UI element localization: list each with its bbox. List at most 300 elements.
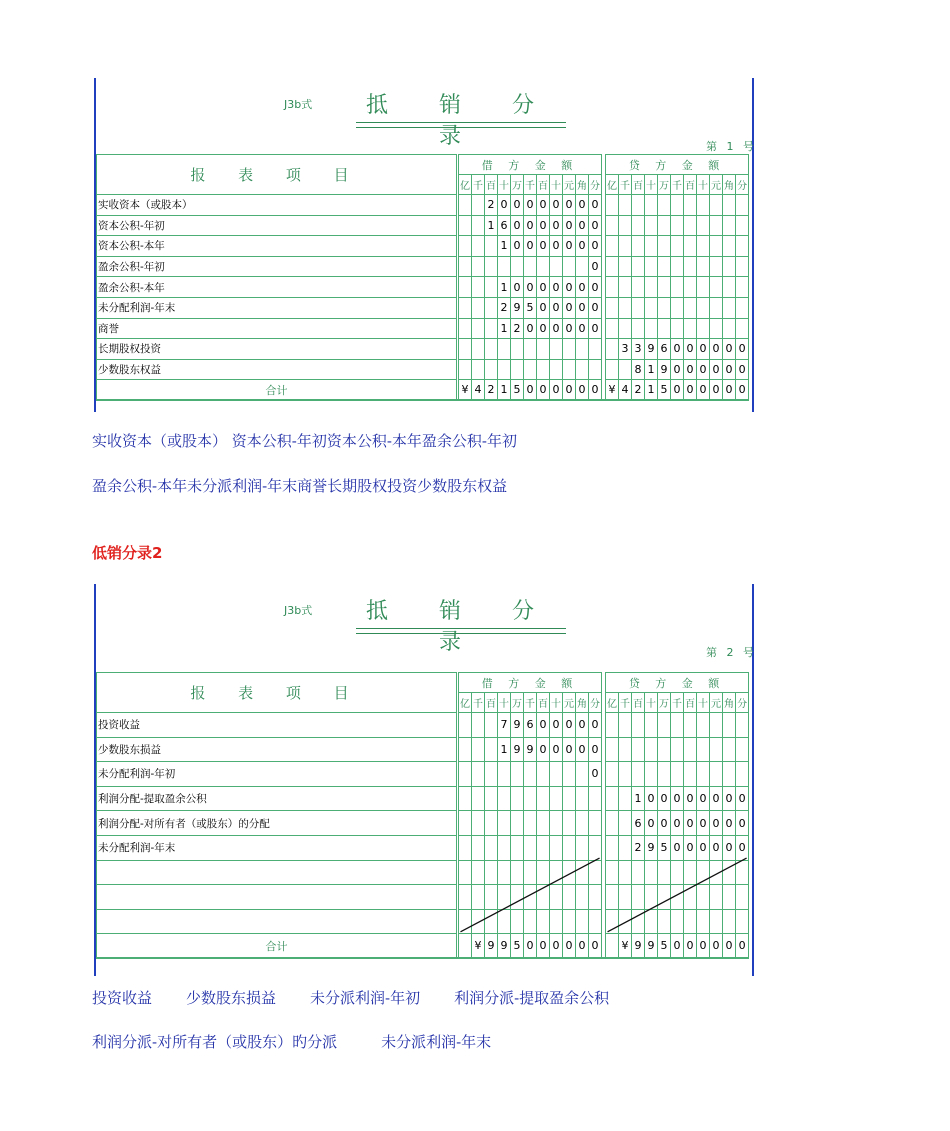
credit-digit: 0 xyxy=(645,811,658,836)
credit-digit xyxy=(697,236,710,257)
debit-digit: 0 xyxy=(524,215,537,236)
debit-digit xyxy=(485,909,498,934)
debit-digit: 0 xyxy=(563,236,576,257)
credit-unit-header: 十 xyxy=(645,175,658,195)
credit-unit-header: 万 xyxy=(658,175,671,195)
credit-digit: 0 xyxy=(736,359,749,380)
credit-digit: 0 xyxy=(684,835,697,860)
debit-digit xyxy=(472,885,485,910)
credit-digit: 0 xyxy=(697,811,710,836)
credit-digit xyxy=(736,909,749,934)
credit-digit xyxy=(619,885,632,910)
credit-digit: 8 xyxy=(632,359,645,380)
debit-digit xyxy=(537,811,550,836)
debit-digit xyxy=(537,909,550,934)
debit-digit xyxy=(550,885,563,910)
caption-1-line-2: 盈余公积-本年未分派利润-年末商誉长期股权投资少数股东权益 xyxy=(92,477,508,495)
credit-digit xyxy=(645,236,658,257)
debit-digit: 5 xyxy=(524,297,537,318)
debit-digit: 0 xyxy=(589,762,602,787)
total-credit-digit: 0 xyxy=(671,380,684,401)
credit-digit xyxy=(697,195,710,216)
credit-digit xyxy=(606,277,619,298)
credit-unit-header: 万 xyxy=(658,693,671,713)
credit-digit xyxy=(606,236,619,257)
credit-digit xyxy=(710,762,723,787)
credit-digit xyxy=(671,885,684,910)
total-credit-digit: 0 xyxy=(710,934,723,959)
credit-digit: 0 xyxy=(671,811,684,836)
credit-digit xyxy=(671,256,684,277)
credit-digit xyxy=(619,713,632,738)
credit-digit xyxy=(684,236,697,257)
debit-digit: 0 xyxy=(498,195,511,216)
row-item-label: 盈余公积-本年 xyxy=(97,277,457,298)
credit-digit xyxy=(697,256,710,277)
credit-digit xyxy=(619,737,632,762)
debit-digit xyxy=(498,359,511,380)
debit-digit xyxy=(498,835,511,860)
debit-digit: 1 xyxy=(485,215,498,236)
debit-digit: 1 xyxy=(498,318,511,339)
debit-digit: 0 xyxy=(576,318,589,339)
debit-digit xyxy=(459,885,472,910)
debit-digit xyxy=(511,909,524,934)
voucher-title: 抵 销 分 录 xyxy=(366,599,556,655)
debit-digit: 0 xyxy=(537,318,550,339)
debit-digit xyxy=(511,835,524,860)
credit-digit xyxy=(736,318,749,339)
credit-digit xyxy=(658,195,671,216)
credit-unit-header: 百 xyxy=(684,693,697,713)
total-debit-digit: 0 xyxy=(589,380,602,401)
debit-digit xyxy=(589,811,602,836)
table-row xyxy=(97,786,749,811)
debit-digit: 2 xyxy=(485,195,498,216)
debit-digit: 0 xyxy=(576,297,589,318)
credit-digit xyxy=(658,215,671,236)
credit-digit: 0 xyxy=(723,786,736,811)
debit-unit-header: 十 xyxy=(498,175,511,195)
credit-digit xyxy=(658,713,671,738)
voucher-2-table xyxy=(96,672,749,959)
credit-digit xyxy=(645,195,658,216)
debit-digit xyxy=(537,786,550,811)
debit-digit xyxy=(537,835,550,860)
debit-unit-header: 亿 xyxy=(459,175,472,195)
debit-digit xyxy=(511,885,524,910)
credit-header: 贷 方 金 额 xyxy=(606,673,749,693)
table-row xyxy=(97,277,749,298)
credit-digit xyxy=(632,885,645,910)
credit-digit xyxy=(723,215,736,236)
debit-digit: 0 xyxy=(563,297,576,318)
row-item-label xyxy=(97,860,457,885)
debit-digit xyxy=(537,860,550,885)
table-row xyxy=(97,909,749,934)
debit-digit xyxy=(472,195,485,216)
credit-digit xyxy=(632,236,645,257)
debit-unit-header: 亿 xyxy=(459,693,472,713)
debit-digit: 0 xyxy=(537,195,550,216)
credit-digit xyxy=(723,885,736,910)
credit-digit xyxy=(671,762,684,787)
debit-digit xyxy=(472,318,485,339)
debit-digit: 0 xyxy=(550,297,563,318)
total-debit-digit: 0 xyxy=(563,380,576,401)
credit-digit xyxy=(697,762,710,787)
credit-digit xyxy=(658,256,671,277)
voucher-1 xyxy=(94,78,754,412)
credit-digit: 0 xyxy=(710,811,723,836)
credit-digit xyxy=(645,737,658,762)
debit-digit xyxy=(589,885,602,910)
debit-digit xyxy=(563,786,576,811)
credit-digit xyxy=(723,713,736,738)
credit-digit xyxy=(619,811,632,836)
credit-digit xyxy=(710,860,723,885)
credit-digit xyxy=(606,811,619,836)
debit-digit xyxy=(589,860,602,885)
debit-digit xyxy=(550,909,563,934)
total-debit-digit: ¥ xyxy=(459,380,472,401)
credit-digit xyxy=(619,762,632,787)
credit-digit xyxy=(723,909,736,934)
debit-digit: 0 xyxy=(537,737,550,762)
debit-digit: 6 xyxy=(524,713,537,738)
debit-digit xyxy=(498,786,511,811)
debit-unit-header: 百 xyxy=(485,693,498,713)
credit-digit xyxy=(684,195,697,216)
credit-digit xyxy=(697,277,710,298)
debit-digit xyxy=(576,811,589,836)
credit-digit xyxy=(671,277,684,298)
debit-digit xyxy=(589,339,602,360)
credit-digit xyxy=(619,195,632,216)
credit-digit xyxy=(671,713,684,738)
row-item-label: 利润分配-提取盈余公积 xyxy=(97,786,457,811)
credit-digit: 0 xyxy=(736,339,749,360)
debit-digit xyxy=(563,909,576,934)
credit-digit: 6 xyxy=(658,339,671,360)
credit-digit xyxy=(710,195,723,216)
credit-digit: 0 xyxy=(684,786,697,811)
credit-digit xyxy=(723,297,736,318)
debit-digit xyxy=(589,835,602,860)
debit-digit: 0 xyxy=(589,215,602,236)
credit-digit xyxy=(684,297,697,318)
row-item-label xyxy=(97,909,457,934)
total-debit-digit: 9 xyxy=(485,934,498,959)
caption-2-line-2 xyxy=(92,1031,491,1052)
debit-digit xyxy=(524,256,537,277)
credit-digit xyxy=(736,713,749,738)
credit-digit xyxy=(684,256,697,277)
credit-digit xyxy=(658,318,671,339)
table-row xyxy=(97,318,749,339)
debit-unit-header: 十 xyxy=(550,693,563,713)
credit-digit xyxy=(632,297,645,318)
debit-digit xyxy=(472,297,485,318)
credit-digit xyxy=(710,256,723,277)
voucher-1-table xyxy=(96,154,749,401)
credit-digit: 9 xyxy=(658,359,671,380)
debit-digit: 0 xyxy=(550,195,563,216)
debit-digit: 0 xyxy=(589,318,602,339)
credit-digit xyxy=(671,297,684,318)
credit-digit xyxy=(606,860,619,885)
debit-digit: 9 xyxy=(511,713,524,738)
debit-digit xyxy=(472,277,485,298)
total-debit-digit: 0 xyxy=(537,934,550,959)
debit-digit: 1 xyxy=(498,737,511,762)
debit-digit: 0 xyxy=(550,236,563,257)
credit-digit xyxy=(632,762,645,787)
credit-digit xyxy=(632,713,645,738)
table-row xyxy=(97,256,749,277)
debit-digit xyxy=(472,215,485,236)
total-label: 合计 xyxy=(97,380,457,401)
debit-digit xyxy=(485,713,498,738)
credit-digit xyxy=(658,860,671,885)
debit-digit xyxy=(472,737,485,762)
item-header: 报 表 项 目 xyxy=(97,155,457,195)
credit-digit xyxy=(632,277,645,298)
credit-digit xyxy=(645,277,658,298)
debit-digit xyxy=(524,885,537,910)
debit-digit xyxy=(524,762,537,787)
debit-digit xyxy=(550,339,563,360)
credit-digit xyxy=(606,339,619,360)
debit-digit: 0 xyxy=(511,215,524,236)
table-row xyxy=(97,737,749,762)
debit-digit xyxy=(485,811,498,836)
credit-digit xyxy=(697,909,710,934)
debit-digit xyxy=(498,885,511,910)
credit-digit: 1 xyxy=(632,786,645,811)
credit-digit: 2 xyxy=(632,835,645,860)
debit-digit: 6 xyxy=(498,215,511,236)
debit-digit xyxy=(563,359,576,380)
total-credit-digit: ¥ xyxy=(606,380,619,401)
credit-digit xyxy=(658,885,671,910)
debit-digit xyxy=(485,885,498,910)
row-item-label: 投资收益 xyxy=(97,713,457,738)
debit-digit: 1 xyxy=(498,236,511,257)
row-item-label: 未分配利润-年末 xyxy=(97,297,457,318)
total-debit-digit: 4 xyxy=(472,380,485,401)
credit-digit xyxy=(645,256,658,277)
total-credit-digit: 9 xyxy=(645,934,658,959)
total-debit-digit: 5 xyxy=(511,934,524,959)
debit-digit xyxy=(459,256,472,277)
debit-digit: 0 xyxy=(550,215,563,236)
credit-digit xyxy=(619,256,632,277)
debit-digit xyxy=(589,359,602,380)
debit-digit xyxy=(550,835,563,860)
credit-unit-header: 亿 xyxy=(606,693,619,713)
table-row xyxy=(97,236,749,257)
credit-digit xyxy=(606,835,619,860)
credit-digit xyxy=(697,860,710,885)
debit-digit: 0 xyxy=(589,713,602,738)
debit-digit xyxy=(459,236,472,257)
total-label: 合计 xyxy=(97,934,457,959)
total-credit-digit: 0 xyxy=(723,934,736,959)
credit-digit xyxy=(671,215,684,236)
debit-digit xyxy=(485,236,498,257)
row-item-label: 商誉 xyxy=(97,318,457,339)
total-debit-digit: 0 xyxy=(550,934,563,959)
debit-digit xyxy=(485,860,498,885)
debit-digit: 0 xyxy=(537,215,550,236)
debit-digit xyxy=(563,762,576,787)
debit-header: 借 方 金 额 xyxy=(459,155,602,175)
total-debit-digit: 0 xyxy=(537,380,550,401)
total-credit-digit: 0 xyxy=(723,380,736,401)
debit-digit xyxy=(472,786,485,811)
credit-digit: 0 xyxy=(736,786,749,811)
debit-digit xyxy=(472,909,485,934)
debit-digit xyxy=(576,762,589,787)
debit-digit xyxy=(563,835,576,860)
debit-digit: 0 xyxy=(563,737,576,762)
debit-digit xyxy=(459,835,472,860)
credit-digit xyxy=(658,277,671,298)
table-row xyxy=(97,215,749,236)
credit-digit xyxy=(723,860,736,885)
debit-digit xyxy=(537,339,550,360)
form-code: J3b式 xyxy=(284,604,313,617)
debit-unit-header: 千 xyxy=(472,693,485,713)
voucher-2 xyxy=(94,584,754,976)
credit-digit: 0 xyxy=(645,786,658,811)
total-credit-digit: 0 xyxy=(697,380,710,401)
debit-digit xyxy=(537,256,550,277)
debit-unit-header: 万 xyxy=(511,693,524,713)
debit-digit xyxy=(459,713,472,738)
credit-digit xyxy=(710,297,723,318)
debit-digit: 0 xyxy=(576,215,589,236)
row-item-label: 少数股东权益 xyxy=(97,359,457,380)
debit-unit-header: 分 xyxy=(589,693,602,713)
credit-digit: 0 xyxy=(684,339,697,360)
credit-unit-header: 元 xyxy=(710,175,723,195)
credit-digit xyxy=(619,297,632,318)
caption-term: 利润分派-提取盈余公积 xyxy=(454,989,610,1007)
credit-digit xyxy=(606,762,619,787)
debit-digit xyxy=(472,256,485,277)
debit-digit xyxy=(524,860,537,885)
debit-unit-header: 角 xyxy=(576,175,589,195)
debit-digit: 0 xyxy=(589,277,602,298)
credit-digit xyxy=(736,762,749,787)
credit-digit: 0 xyxy=(736,835,749,860)
debit-digit: 0 xyxy=(524,318,537,339)
debit-digit: 0 xyxy=(563,318,576,339)
credit-digit: 9 xyxy=(645,339,658,360)
debit-digit: 0 xyxy=(537,713,550,738)
credit-digit: 0 xyxy=(658,811,671,836)
debit-digit xyxy=(511,762,524,787)
credit-digit: 6 xyxy=(632,811,645,836)
total-debit-digit: 0 xyxy=(563,934,576,959)
debit-digit xyxy=(511,811,524,836)
credit-digit xyxy=(671,195,684,216)
credit-digit xyxy=(684,713,697,738)
debit-digit xyxy=(576,256,589,277)
credit-digit xyxy=(684,277,697,298)
debit-digit: 0 xyxy=(589,195,602,216)
credit-digit xyxy=(723,762,736,787)
credit-digit: 0 xyxy=(697,339,710,360)
credit-digit xyxy=(736,215,749,236)
debit-digit xyxy=(472,762,485,787)
credit-digit xyxy=(697,318,710,339)
credit-digit xyxy=(710,885,723,910)
debit-digit xyxy=(550,762,563,787)
debit-digit: 0 xyxy=(524,277,537,298)
credit-digit xyxy=(645,909,658,934)
debit-digit: 0 xyxy=(563,277,576,298)
debit-digit xyxy=(576,885,589,910)
credit-digit xyxy=(619,318,632,339)
credit-digit: 0 xyxy=(710,339,723,360)
voucher-number: 第 1 号 xyxy=(706,140,754,153)
credit-digit xyxy=(606,318,619,339)
credit-digit: 0 xyxy=(671,835,684,860)
debit-digit: 0 xyxy=(576,195,589,216)
credit-digit xyxy=(606,713,619,738)
credit-digit: 0 xyxy=(684,811,697,836)
total-credit-digit xyxy=(606,934,619,959)
debit-unit-header: 十 xyxy=(498,693,511,713)
credit-digit xyxy=(736,297,749,318)
total-credit-digit: ¥ xyxy=(619,934,632,959)
total-credit-digit: 5 xyxy=(658,380,671,401)
debit-digit xyxy=(472,811,485,836)
debit-digit xyxy=(563,811,576,836)
credit-header: 贷 方 金 额 xyxy=(606,155,749,175)
credit-unit-header: 百 xyxy=(632,175,645,195)
credit-unit-header: 角 xyxy=(723,693,736,713)
credit-digit xyxy=(710,277,723,298)
debit-digit xyxy=(459,786,472,811)
total-credit-digit: 9 xyxy=(632,934,645,959)
credit-digit: 0 xyxy=(684,359,697,380)
table-row xyxy=(97,885,749,910)
debit-digit xyxy=(563,860,576,885)
voucher-title: 抵 销 分 录 xyxy=(366,93,556,149)
credit-unit-header: 亿 xyxy=(606,175,619,195)
credit-digit xyxy=(606,909,619,934)
credit-digit xyxy=(645,318,658,339)
debit-digit: 1 xyxy=(498,277,511,298)
debit-digit xyxy=(485,256,498,277)
credit-digit xyxy=(736,737,749,762)
debit-digit xyxy=(563,339,576,360)
credit-digit xyxy=(723,256,736,277)
table-row xyxy=(97,860,749,885)
total-credit-digit: 0 xyxy=(684,380,697,401)
table-row xyxy=(97,297,749,318)
debit-digit xyxy=(511,860,524,885)
debit-digit xyxy=(498,339,511,360)
debit-digit: 9 xyxy=(524,737,537,762)
total-debit-digit: 1 xyxy=(498,380,511,401)
credit-digit xyxy=(619,359,632,380)
debit-digit xyxy=(511,359,524,380)
